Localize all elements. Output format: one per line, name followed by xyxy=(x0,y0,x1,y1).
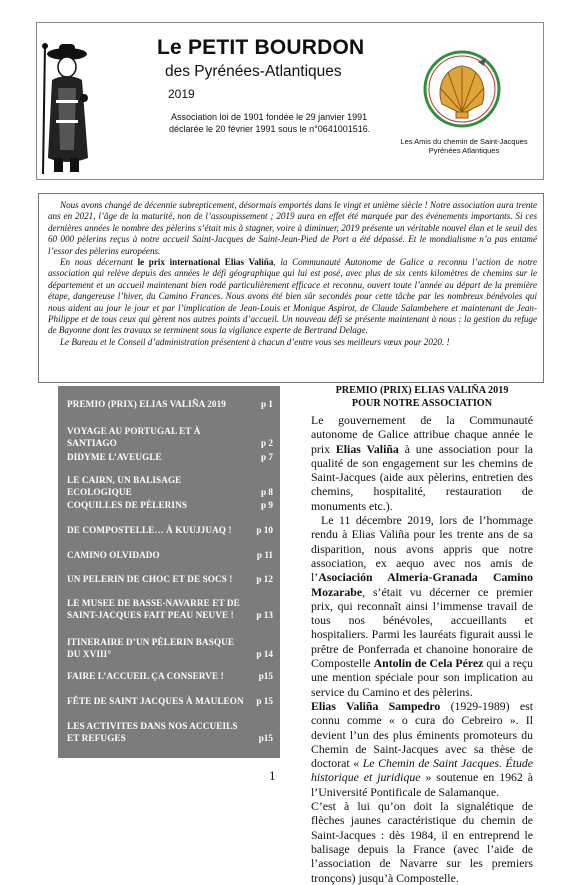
toc-item[interactable]: LE CAIRN, UN BALISAGE ECOLOGIQUE p 8 xyxy=(67,475,273,497)
editorial-paragraph: Le Bureau et le Conseil d’administration présentent à chacun d’entre vous ses meilleurs vœux pour 2020. ! xyxy=(60,336,450,347)
article-paragraph: Le 11 décembre 2019, lors de l’hommage rendu à Elias Valiña pour les trente ans de sa disparition, nous avons appris que notre association, ex aequo avec nos amis de l’Asociación Almeria-Granada Camino Mozarabe, s’était vu décerner ce premier prix, qui reconnaît ainsi l’immense travail de tous nos bénévoles, accueillants et hospitaliers. Parmi les lauréats figurait aussi le prêtre de Ponferrada et chanoine honoraire de Compostelle Antolin de Cela Pérez qui a reçu une mention spéciale pour son implication au service du Camino et des pèlerins. xyxy=(311,513,533,699)
toc-item[interactable]: DE COMPOSTELLE… À KUUJJUAQ ! p 10 xyxy=(67,525,273,535)
toc-item[interactable]: DIDYME L’AVEUGLE p 7 xyxy=(67,452,273,462)
toc-item[interactable]: PREMIO (PRIX) ELIAS VALIÑA 2019 p 1 xyxy=(67,399,273,409)
toc-item[interactable]: CAMINO OLVIDADO p 11 xyxy=(67,550,273,560)
article-title-line1: PREMIO (PRIX) ELIAS VALIÑA 2019 xyxy=(335,385,509,396)
toc-item[interactable]: FAIRE L’ACCUEIL ÇA CONSERVE ! p15 xyxy=(67,671,273,681)
toc-item[interactable]: LE MUSEE DE BASSE-NAVARRE ET DE SAINT-JACQUES FAIT PEAU NEUVE ! p 13 xyxy=(67,598,273,620)
association-info-line2: déclarée le 20 février 1991 sous le n°0641001516. xyxy=(169,124,371,134)
lead-article xyxy=(311,385,533,885)
article-paragraph: Elias Valiña Sampedro (1929-1989) est connu comme « o cura do Cebreiro ». Il devient l’un des plus éminents promoteurs du Chemin de Saint-Jacques avec sa thèse de doctorat « Le Chemin de Saint Jacques. Étude historique et juridique » soutenue en 1962 à l’Université Pontificale de Salamanque. xyxy=(311,698,534,799)
logo-caption-line1: Les Amis du chemin de Saint-Jacques xyxy=(400,137,528,146)
toc-item[interactable]: FÊTE DE SAINT JACQUES À MAULEON p 15 xyxy=(67,696,273,706)
pilgrim-figure-icon xyxy=(38,40,90,176)
table-of-contents xyxy=(58,386,280,758)
toc-item[interactable]: ITINERAIRE D’UN PÈLERIN BASQUE DU XVIII° p 14 xyxy=(67,637,273,659)
editorial-paragraph: Nous avons changé de décennie subrepticement, désormais emportés dans le vingt et unième siècle ! Notre association aura trente ans en 2021, l’âge de la maturité, non de l’assoupissement ; 2019 aura en effet été marquée par des événements importants. Si ces dernières années le nombre des pèlerins s’était mis à stagner, voire à diminuer, 2019 présente un véritable nouvel élan et le seuil des 60 000 pèlerins reçus à notre accueil Saint-Jacques de Saint-Jean-Pied de Port a été dépassé. Et le mondialisme n’a pas entamé l’essor des pèlerins européens. xyxy=(48,200,537,256)
editorial-box xyxy=(38,193,544,383)
toc-item[interactable]: UN PELERIN DE CHOC ET DE SOCS ! p 12 xyxy=(67,574,273,584)
toc-item[interactable]: COQUILLES DE PÈLERINS p 9 xyxy=(67,500,273,510)
toc-item[interactable]: VOYAGE AU PORTUGAL ET À SANTIAGO p 2 xyxy=(67,426,273,448)
article-paragraph: C’est à lui qu’on doit la signalétique de flèches jaunes caractéristique du chemin de Saint-Jacques : dès 1984, il en entreprend le balisage depuis la France (avec l’aide de l’association de Navarre sur les premiers tronçons) jusqu’à Compostelle. xyxy=(311,799,533,885)
newsletter-subtitle: des Pyrénées-Atlantiques xyxy=(165,63,342,80)
article-body xyxy=(311,413,533,885)
scallop-shell-logo-icon xyxy=(422,50,502,128)
association-info-line1: Association loi de 1901 fondée le 29 janvier 1991 xyxy=(171,112,368,122)
page-number: 1 xyxy=(269,768,276,783)
logo-caption-line2: Pyrénées Atlantiques xyxy=(428,146,500,155)
article-paragraph: Le gouvernement de la Communauté autonome de Galice attribue chaque année le prix Elias Valiña à une association pour la qualité de son engagement sur les chemins de Saint-Jacques (aide aux pèlerins, entretien des chemins, hospitalité, restauration de monuments etc.). xyxy=(311,413,534,513)
article-title-line2: POUR NOTRE ASSOCIATION xyxy=(351,397,493,409)
toc-item[interactable]: LES ACTIVITES DANS NOS ACCUEILS ET REFUGES p15 xyxy=(67,721,273,743)
newsletter-title: Le PETIT BOURDON xyxy=(157,36,365,59)
newsletter-year: 2019 xyxy=(168,87,195,101)
editorial-paragraph: En nous décernant le prix international Elias Valiña, la Communauté Autonome de Galice a reconnu l’action de notre association qui relève depuis des années le défi géographique qui lui est posé, avec plus de six cents kilomètres de chemins sur le département et un accueil maintenant bien rodé particulièrement efficace et reconnu, ouvert toute l’année au départ de la première étape, dangereuse l’hiver, du Camino Frances. Nous avons été bien sûr secondés pour cette tâche par les nombreux bénévoles qui nous aident au jour le jour et par l’implication de Jean-Louis et Monique Aspirot, de Claude Salambehere et maintenant de Jean-Philippe et de tous ceux qui gèrent nos autres points d’accueil. Un nouveau défi se présente maintenant à nous : la gestion du refuge de Bayonne dont les travaux se terminent sous la vigilance experte de Bertrand Delage. xyxy=(48,257,538,336)
